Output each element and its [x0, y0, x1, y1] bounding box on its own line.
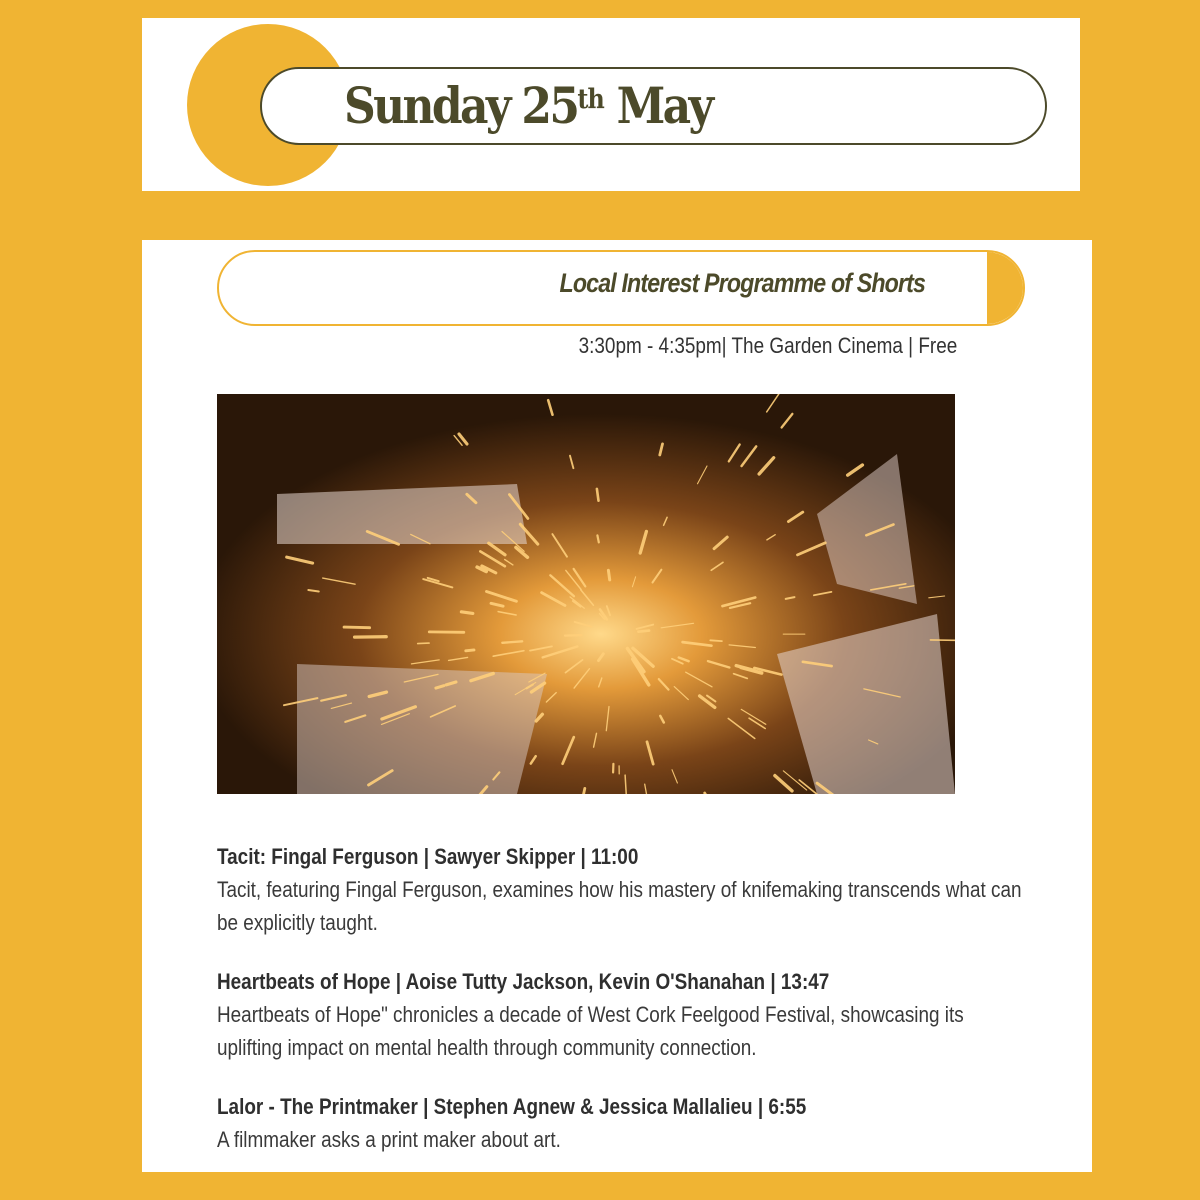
- date-day: Sunday 25: [344, 76, 578, 135]
- spark-streak: [597, 535, 598, 542]
- spark-streak: [597, 489, 599, 501]
- film-list: [217, 840, 1037, 1172]
- date-pill: [260, 67, 1047, 145]
- sparks-photo: [217, 394, 955, 794]
- spark-streak: [710, 640, 722, 641]
- date-heading: [344, 73, 711, 139]
- pill-accent-cap: [987, 252, 1023, 324]
- programme-title-pill: [217, 250, 1025, 326]
- spark-streak: [502, 641, 522, 643]
- film-item: [217, 1090, 1037, 1156]
- spark-streak: [466, 650, 474, 651]
- date-ordinal: th: [577, 84, 604, 115]
- film-description: Tacit, featuring Fingal Ferguson, examines how his mastery of knifemaking transcends what can be explicitly taught.: [217, 877, 1022, 935]
- film-title: Heartbeats of Hope | Aoise Tutty Jackson, Kevin O'Shanahan | 13:47: [217, 969, 830, 994]
- spark-streak: [638, 631, 649, 632]
- spark-streak: [608, 570, 609, 580]
- film-item: [217, 965, 1037, 1064]
- spark-streak: [565, 635, 581, 636]
- programme-title: Local Interest Programme of Shorts: [559, 268, 925, 298]
- programme-card: [142, 240, 1092, 1172]
- spark-streak: [461, 612, 472, 614]
- film-title: Tacit: Fingal Ferguson | Sawyer Skipper | 11:00: [217, 844, 639, 869]
- spark-streak: [344, 627, 370, 628]
- date-header-card: [142, 18, 1080, 191]
- programme-meta: 3:30pm - 4:35pm| The Garden Cinema | Free: [578, 333, 957, 358]
- date-month: May: [616, 76, 712, 135]
- film-title: Lalor - The Printmaker | Stephen Agnew & Jessica Mallalieu | 6:55: [217, 1094, 807, 1119]
- film-description: Heartbeats of Hope" chronicles a decade of West Cork Feelgood Festival, showcasing its uplifting impact on mental health through community connection.: [217, 1002, 964, 1060]
- sparks-image: [217, 394, 955, 794]
- spark-streak: [418, 643, 429, 644]
- spark-streak: [930, 640, 955, 641]
- film-item: [217, 840, 1037, 939]
- film-description: A filmmaker asks a print maker about art.: [217, 1127, 561, 1152]
